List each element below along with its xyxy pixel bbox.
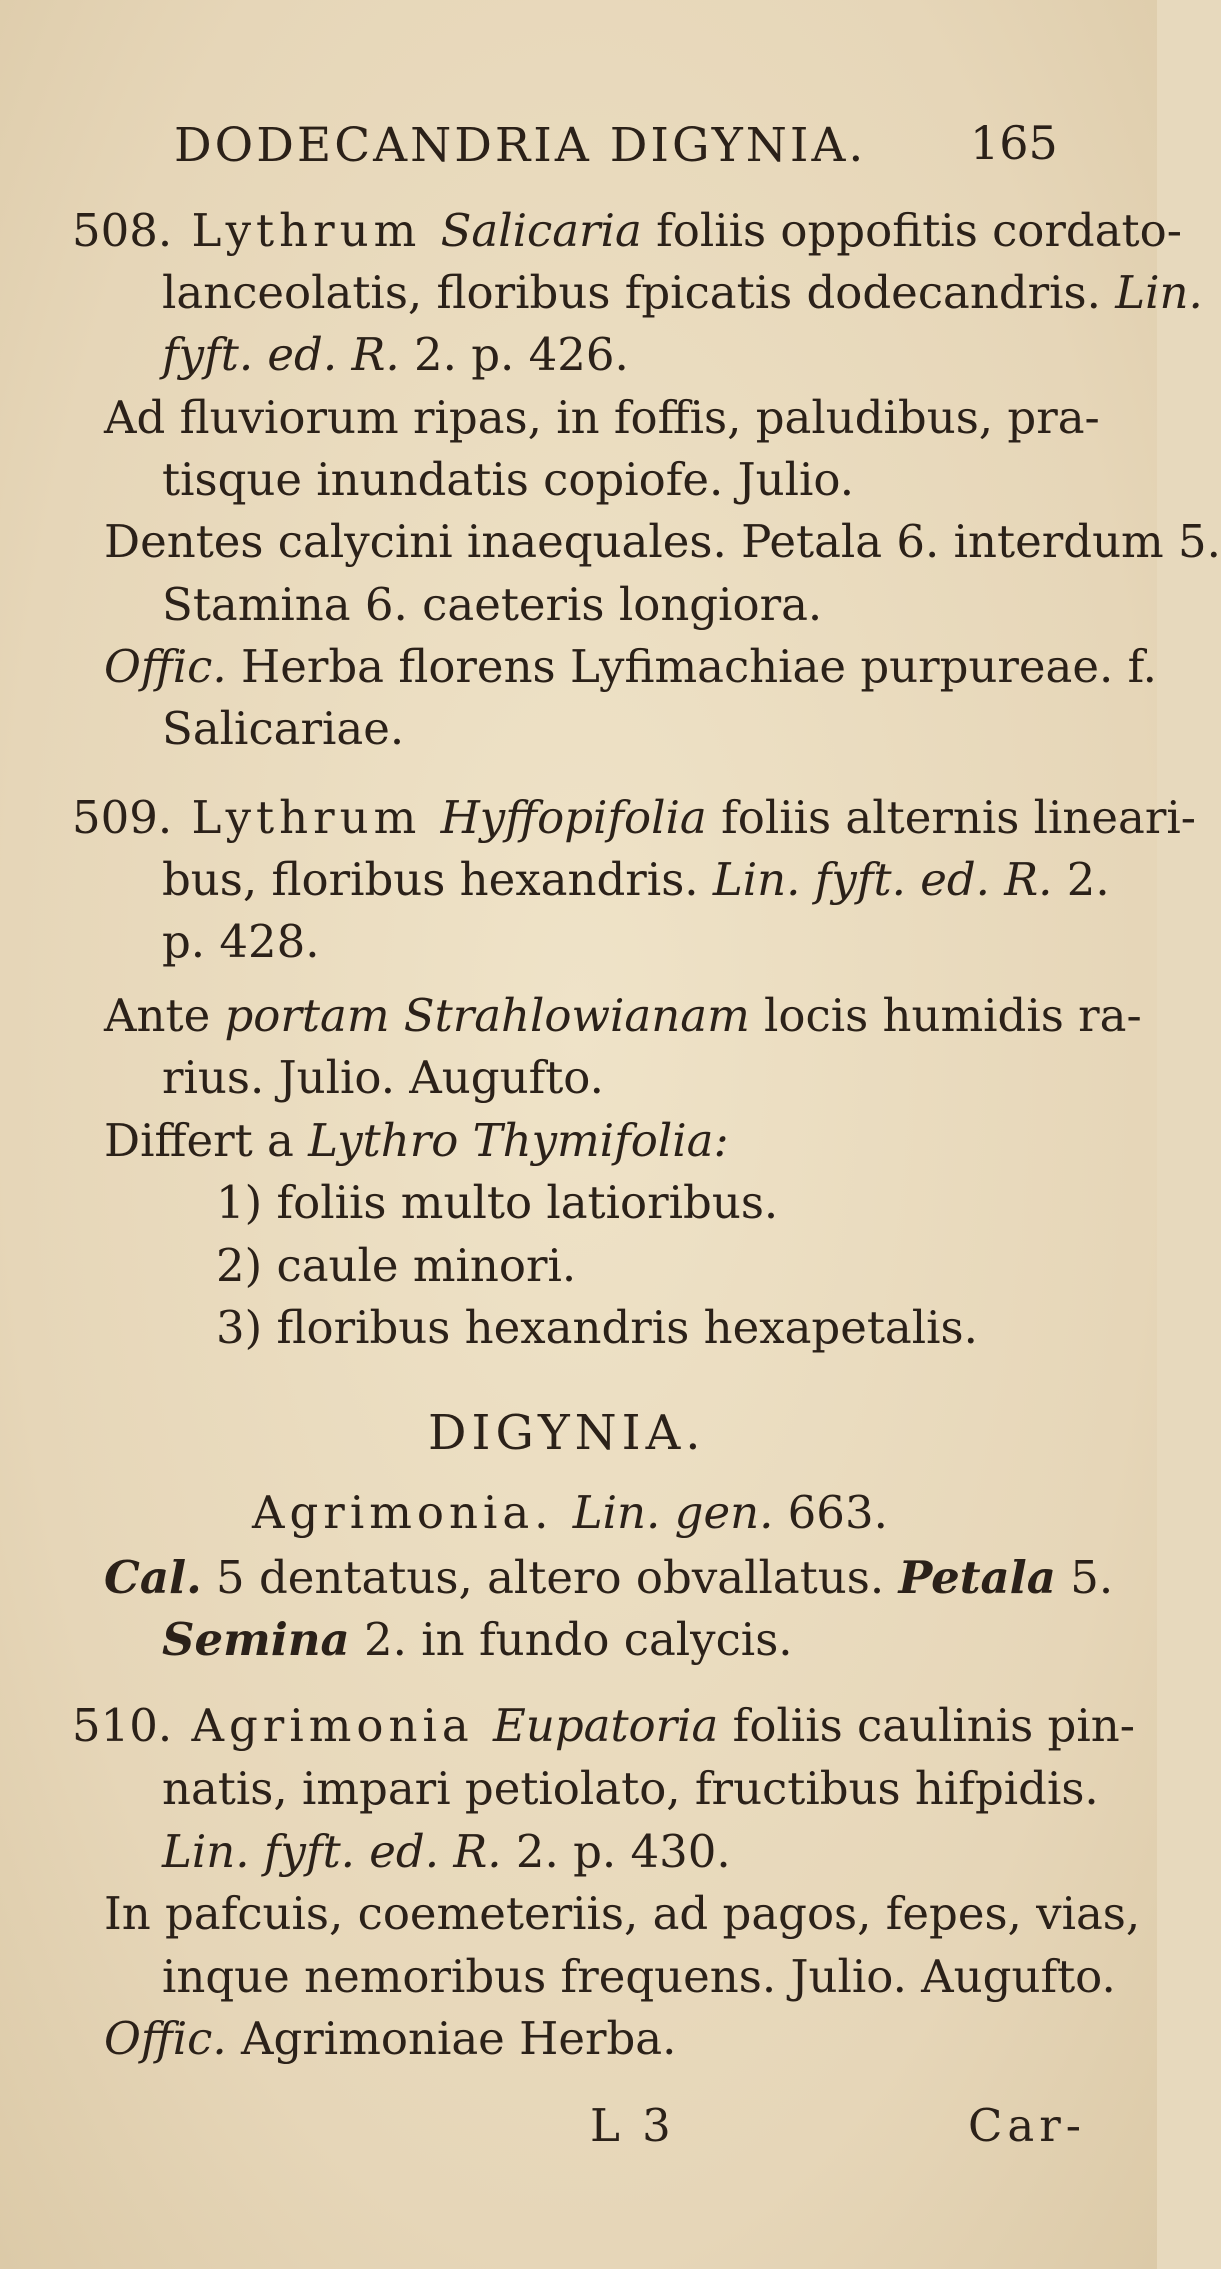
entry-509-item-1: 1) foliis multo latioribus. — [216, 1176, 779, 1229]
page-number: 165 — [970, 116, 1058, 170]
entry-510-line-2: natis, impari petiolato, fructibus hifpidis. — [162, 1762, 1099, 1815]
entry-508-habitat-2: tisque inundatis copiofe. Julio. — [162, 453, 855, 506]
entry-510-habitat-2: inque nemoribus frequens. Julio. Augufto. — [162, 1950, 1116, 2003]
entry-509-habitat-1: Ante portam Strahlowianam locis humidis ra- — [104, 989, 1142, 1042]
entry-510-line-1: 510. Agrimonia Eupatoria foliis caulinis pin- — [72, 1699, 1135, 1752]
running-head: DODECANDRIA DIGYNIA. — [174, 118, 867, 173]
entry-508-line-2: lanceolatis, floribus fpicatis dodecandris. Lin. — [162, 266, 1203, 319]
entry-510-line-3: Lin. fyft. ed. R. 2. p. 430. — [162, 1825, 731, 1878]
entry-508-habitat-1: Ad fluviorum ripas, in foffis, paludibus, pra- — [104, 391, 1100, 444]
entry-509-differt: Differt a Lythro Thymifolia: — [104, 1114, 729, 1167]
entry-509-line-3: p. 428. — [162, 915, 320, 968]
entry-509-item-2: 2) caule minori. — [216, 1239, 577, 1292]
entry-509-habitat-2: rius. Julio. Augufto. — [162, 1051, 604, 1104]
section-heading: DIGYNIA. — [428, 1405, 706, 1461]
entry-508-offic-2: Salicariae. — [162, 702, 405, 755]
entry-508-line-3: fyft. ed. R. 2. p. 426. — [162, 328, 629, 381]
catchword: Car- — [968, 2099, 1086, 2152]
entry-508-note-1: Dentes calycini inaequales. Petala 6. interdum 5. — [104, 515, 1221, 568]
entry-508-note-2: Stamina 6. caeteris longiora. — [162, 578, 823, 631]
entry-510-offic: Offic. Agrimoniae Herba. — [104, 2012, 677, 2065]
entry-509-item-3: 3) floribus hexandris hexapetalis. — [216, 1301, 978, 1354]
genus-calyx: Cal. 5 dentatus, altero obvallatus. Petala 5. — [104, 1551, 1114, 1604]
signature-mark: L 3 — [590, 2099, 675, 2152]
entry-508-line-1: 508. Lythrum Salicaria foliis oppofitis cordato- — [72, 204, 1182, 257]
genus-line: Agrimonia. Lin. gen. 663. — [252, 1486, 888, 1539]
entry-509-line-2: bus, floribus hexandris. Lin. fyft. ed. R. 2. — [162, 853, 1110, 906]
entry-508-offic-1: Offic. Herba florens Lyfimachiae purpureae. f. — [104, 640, 1157, 693]
entry-509-line-1: 509. Lythrum Hyffopifolia foliis alternis lineari- — [72, 791, 1196, 844]
genus-semina: Semina 2. in fundo calycis. — [162, 1613, 793, 1666]
entry-510-habitat-1: In pafcuis, coemeteriis, ad pagos, fepes, vias, — [104, 1887, 1141, 1940]
